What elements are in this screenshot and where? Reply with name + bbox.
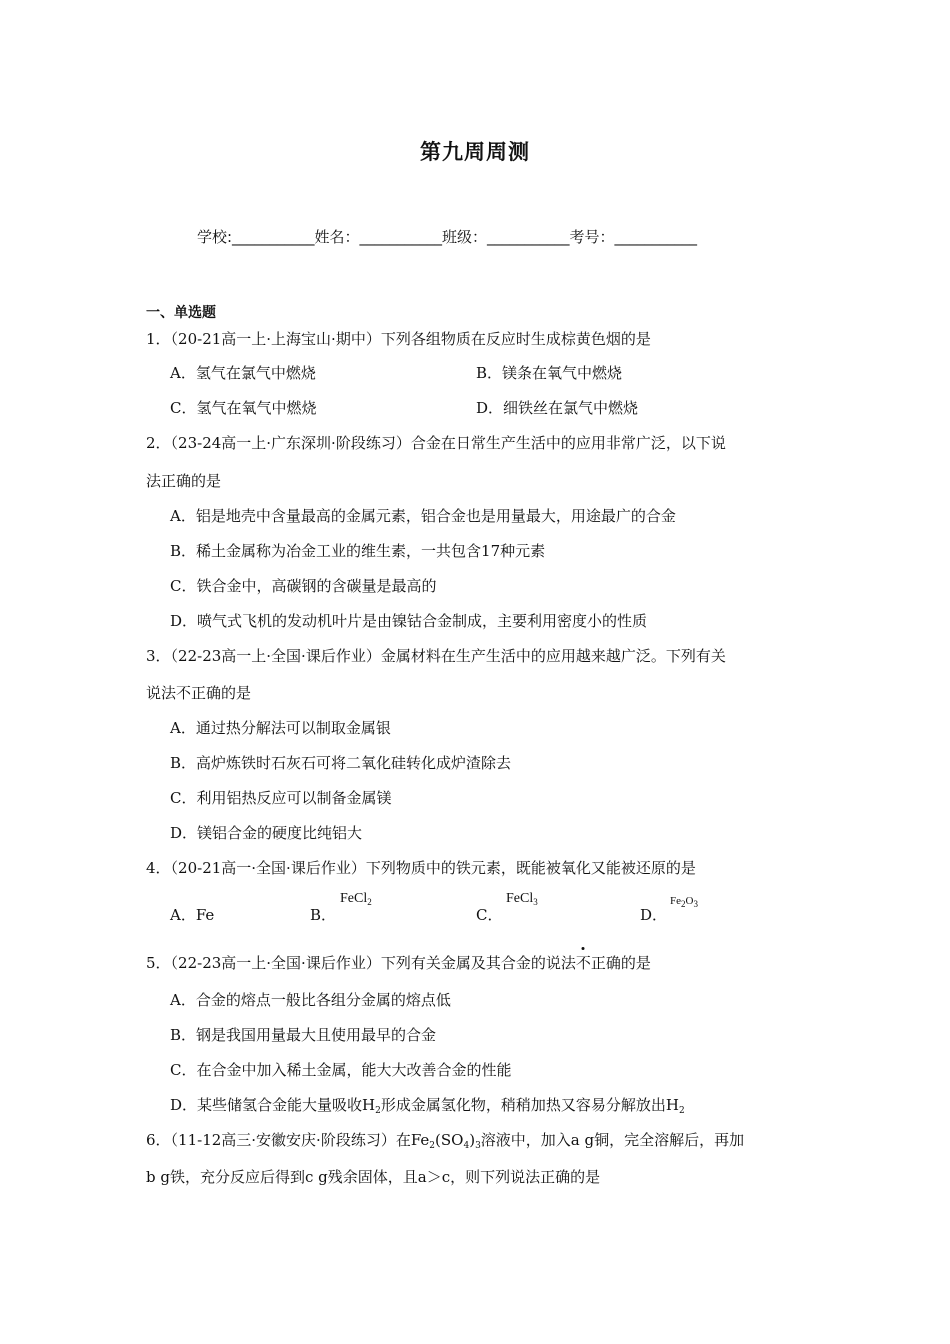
question-2-option-b: B．稀土金属称为冶金工业的维生素，一共包含17种元素 — [170, 542, 546, 560]
question-5-option-b: B．钢是我国用量最大且使用最早的合金 — [170, 1026, 437, 1044]
question-5-option-d: D．某些储氢合金能大量吸收$H_2$形成金属氢化物，稍稍加热又容易分解放出$H_2$ — [170, 1096, 685, 1116]
question-2-stem-line1: 2．（23-24高一上·广东深圳·阶段练习）合金在日常生产生活中的应用非常广泛，以下说 — [146, 434, 726, 452]
question-5-option-c: C．在合金中加入稀土金属，能大大改善合金的性能 — [170, 1061, 512, 1079]
question-4-option-c-label: C． — [476, 906, 503, 924]
question-4-option-c-formula: FeCl$_3$ — [506, 891, 538, 907]
question-3-option-b: B．高炉炼铁时石灰石可将二氧化硅转化成炉渣除去 — [170, 754, 512, 772]
question-2-option-a: A．铝是地壳中含量最高的金属元素，铝合金也是用量最大，用途最广的合金 — [170, 507, 676, 525]
question-4-option-b-label: B． — [310, 906, 337, 924]
question-1-option-a: A．氢气在氯气中燃烧 — [170, 364, 316, 382]
page-title: 第九周周测 — [420, 140, 530, 164]
question-6-stem-line2: b g铁，充分反应后得到c g残余固体，且a＞c，则下列说法正确的是 — [146, 1168, 601, 1186]
question-2-option-d: D．喷气式飞机的发动机叶片是由镍钴合金制成，主要利用密度小的性质 — [170, 612, 648, 630]
question-5-option-a: A．合金的熔点一般比各组分金属的熔点低 — [170, 991, 451, 1009]
question-3-stem-line2: 说法不正确的是 — [146, 684, 252, 702]
question-1-option-b: B．镁条在氧气中燃烧 — [476, 364, 623, 382]
question-2-stem-line2: 法正确的是 — [146, 472, 222, 490]
question-4-stem: 4．（20-21高一·全国·课后作业）下列物质中的铁元素，既能被氧化又能被还原的是 — [146, 859, 696, 877]
question-1-option-c: C．氢气在氧气中燃烧 — [170, 399, 317, 417]
question-5-stem: 5．（22-23高一上·全国·课后作业）下列有关金属及其合金的说法不正确的是 — [146, 954, 651, 972]
question-2-option-c: C．铁合金中，高碳钢的含碳量是最高的 — [170, 577, 437, 595]
section-heading: 一、单选题 — [146, 305, 216, 321]
question-3-option-a: A．通过热分解法可以制取金属银 — [170, 719, 391, 737]
question-6-stem-line1: 6．（11-12高三·安徽安庆·阶段练习）在$Fe_2(SO_4)_3$溶液中，加入a g铜，完全溶解后，再加 — [146, 1131, 745, 1151]
question-3-option-c: C．利用铝热反应可以制备金属镁 — [170, 789, 392, 807]
question-4-option-b-formula: FeCl$_2$ — [340, 891, 372, 907]
student-info-line: 学校:___________姓名：___________班级：___________考号：___________ — [197, 228, 698, 246]
question-3-stem-line1: 3．（22-23高一上·全国·课后作业）金属材料在生产生活中的应用越来越广泛。下列有关 — [146, 647, 726, 665]
question-3-option-d: D．镁铝合金的硬度比纯铝大 — [170, 824, 363, 842]
question-1-option-d: D．细铁丝在氯气中燃烧 — [476, 399, 639, 417]
question-4-option-d-label: D． — [640, 906, 668, 924]
question-1-stem: 1．（20-21高一上·上海宝山·期中）下列各组物质在反应时生成棕黄色烟的是 — [146, 330, 651, 348]
question-4-option-d-formula: $Fe_2O_3$ — [670, 895, 698, 909]
emphasis-dot-text: 不 — [575, 954, 591, 972]
question-4-option-a: A．Fe — [170, 906, 215, 924]
